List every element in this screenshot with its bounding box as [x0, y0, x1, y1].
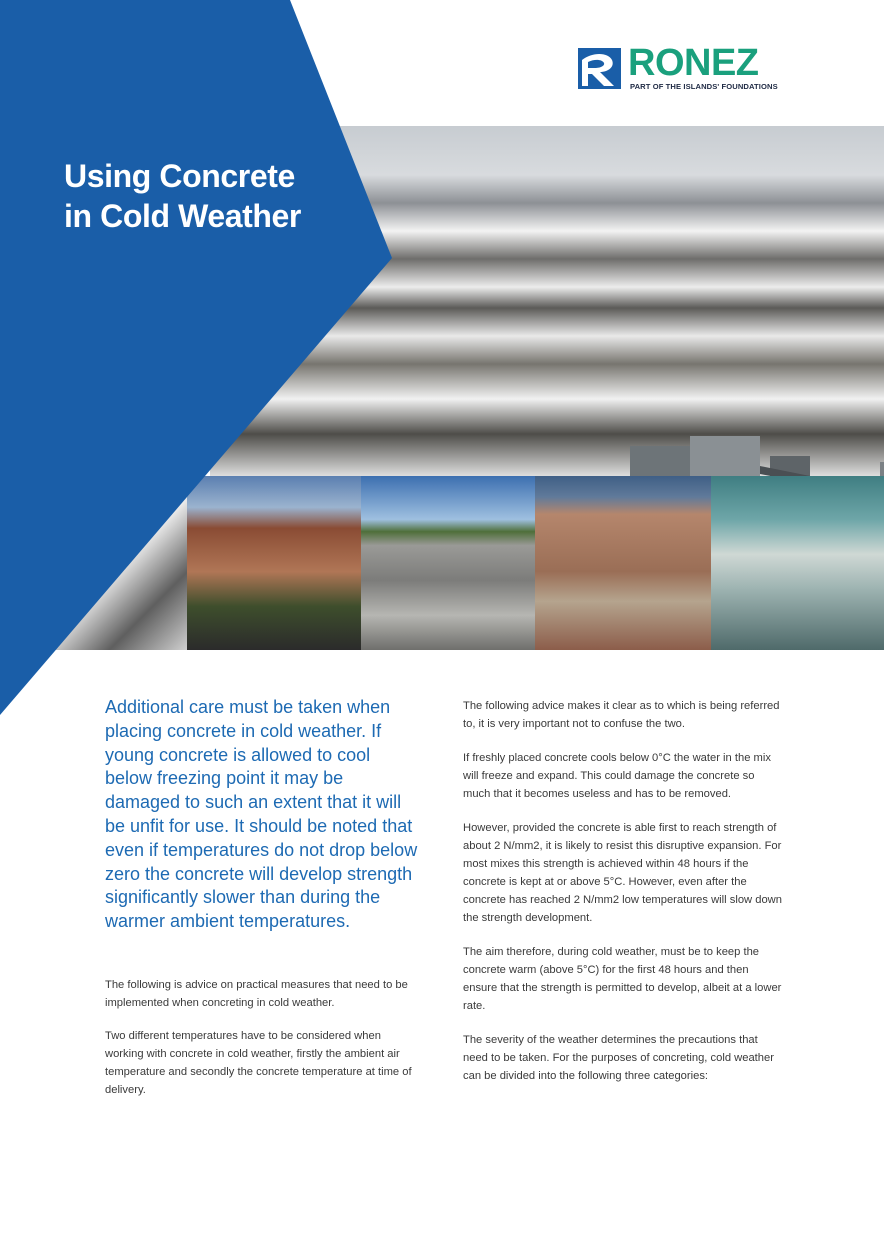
left-paragraph-2: Two different temperatures have to be considered when working with concrete in cold weather, firstly the ambient air temperature and secondly the concrete temperature at time of delivery.: [105, 1030, 412, 1096]
right-paragraph-4: The aim therefore, during cold weather, must be to keep the concrete warm (above 5°C) for the first 48 hours and then ensure that the strength is permitted to develop, albeit at a lower rate.: [463, 946, 782, 1012]
right-paragraph-2: If freshly placed concrete cools below 0°C the water in the mix will freeze and expand. This could damage the concrete so much that it becomes useless and has to be removed.: [463, 752, 771, 800]
right-paragraph-1: The following advice makes it clear as to which is being referred to, it is very important not to confuse the two.: [463, 700, 780, 730]
right-paragraph-5: The severity of the weather determines the precautions that need to be taken. For the purposes of concreting, cold weather can be divided into the following three categories:: [463, 1034, 774, 1082]
ronez-logo-mark-icon: [578, 48, 621, 89]
left-paragraph-1: The following is advice on practical measures that need to be implemented when concreting in cold weather.: [105, 979, 408, 1009]
logo-wordmark: RONEZ: [628, 42, 759, 84]
title-line-1: Using Concrete: [64, 158, 295, 194]
logo-tagline: PART OF THE ISLANDS' FOUNDATIONS: [630, 82, 778, 91]
page-title: [64, 156, 364, 236]
right-paragraph-3: However, provided the concrete is able first to reach strength of about 2 N/mm2, it is likely to resist this disruptive expansion. For most mixes this strength is achieved within 48 hours if the concrete is kept at or above 5°C. However, even after the concrete has reached 2 N/mm2 low temperatures will slow down the strength development.: [463, 822, 782, 924]
title-line-2: in Cold Weather: [64, 198, 301, 234]
lead-paragraph: Additional care must be taken when placing concrete in cold weather. If young concrete is allowed to cool below freezing point it may be damaged to such an extent that it will be unfit for use. It should be noted that even if temperatures do not drop below zero the concrete will develop strength significantly slower than during the warmer ambient temperatures.: [105, 697, 418, 932]
ronez-logo: [578, 42, 788, 94]
